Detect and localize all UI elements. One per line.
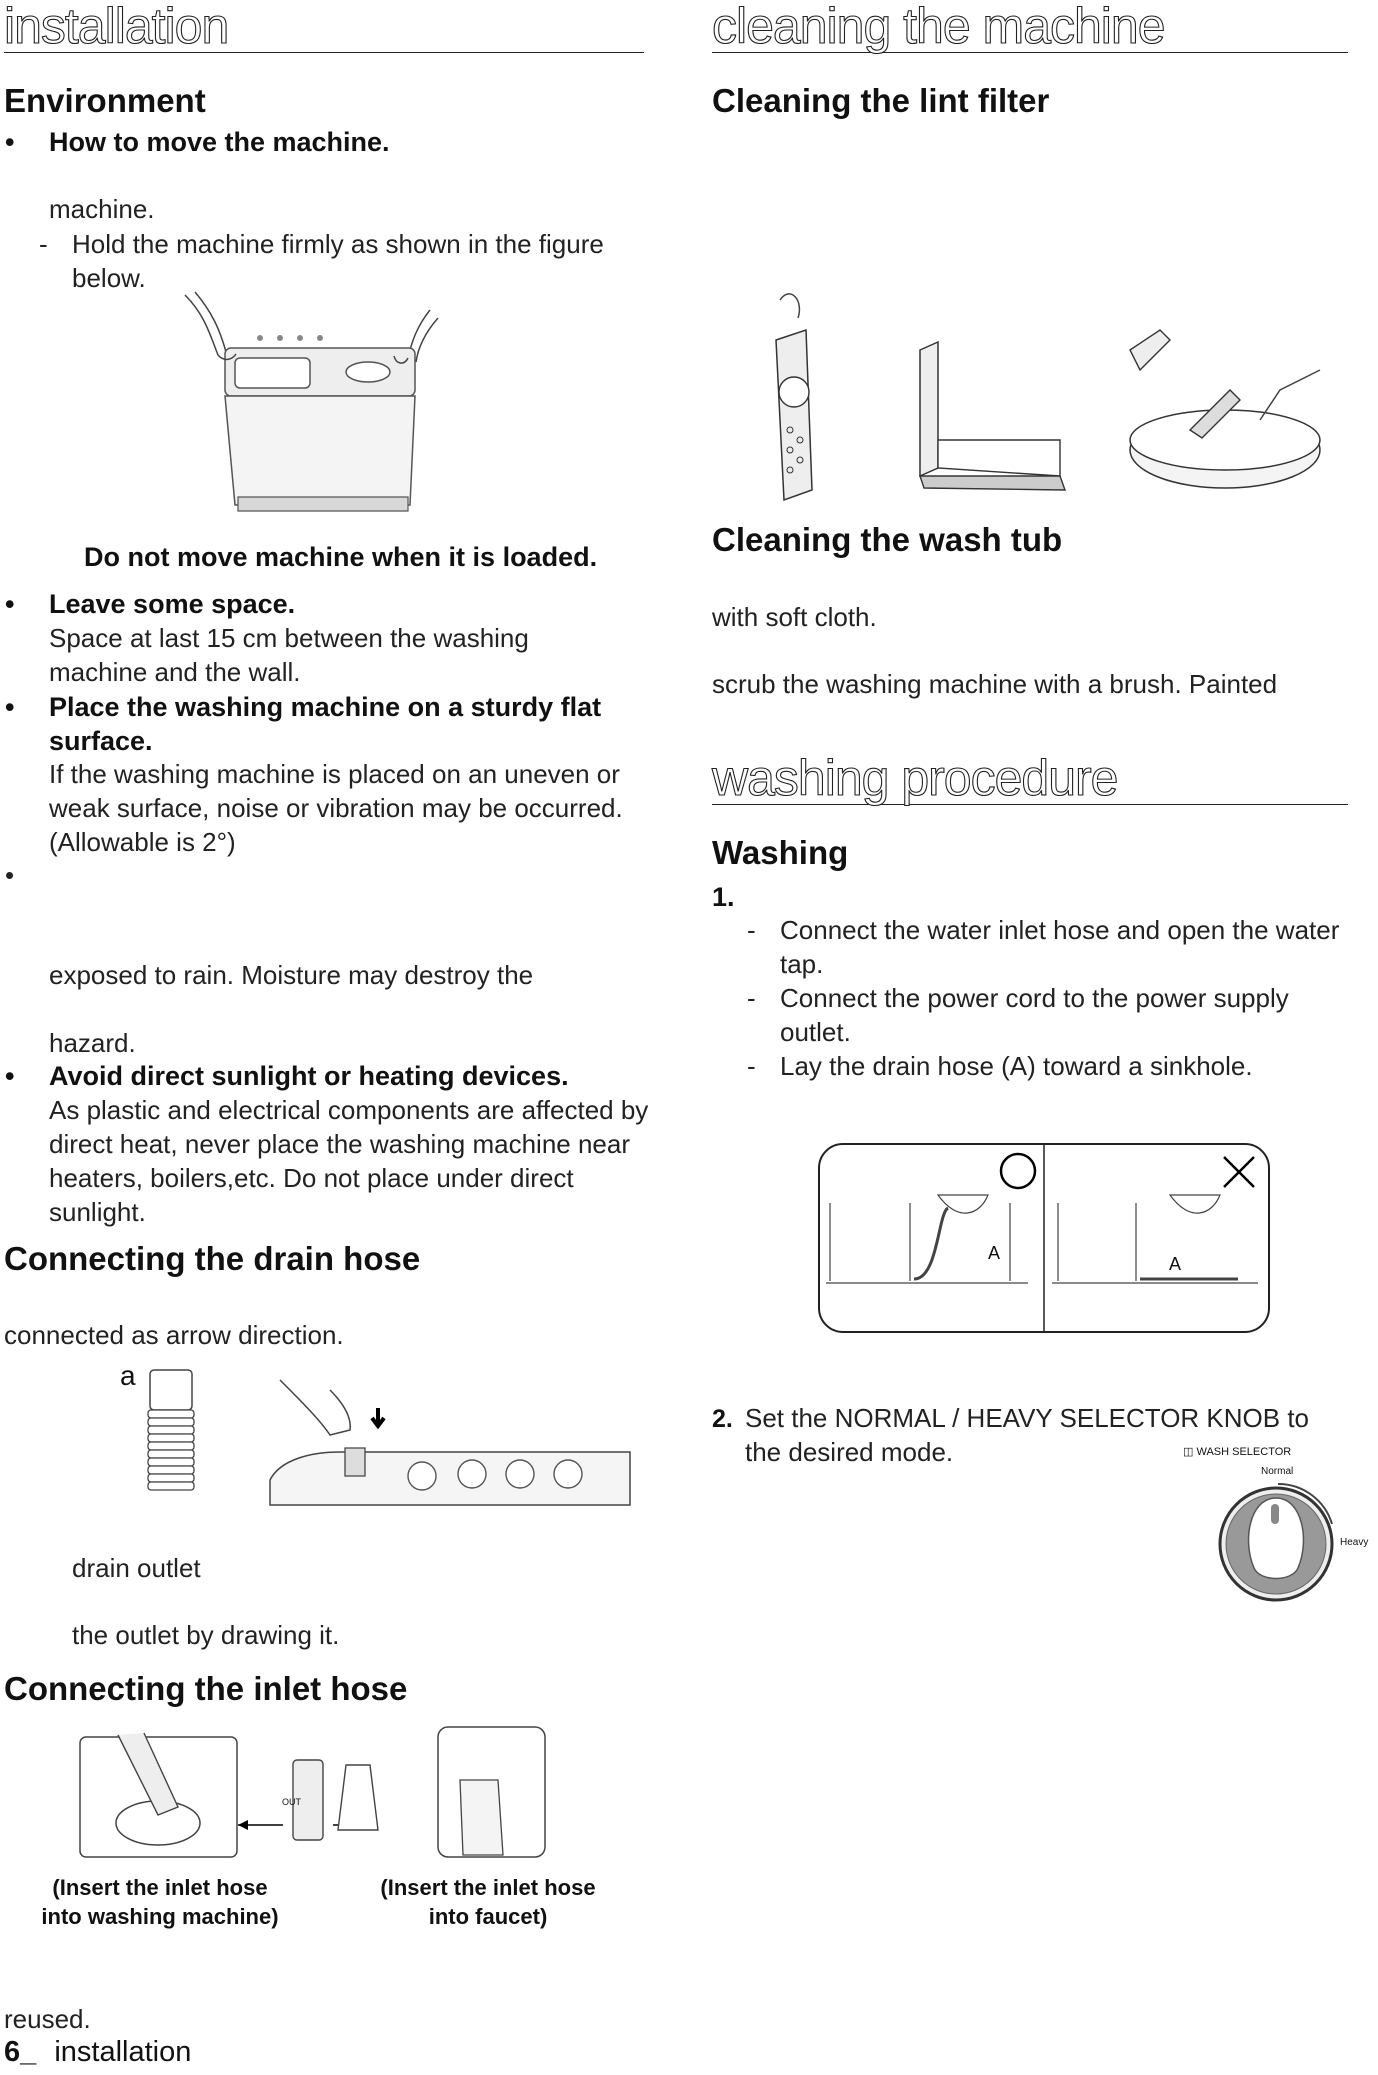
section-title-procedure: washing procedure [712,752,1348,805]
section-title-installation: installation [4,0,644,53]
machine-lift-illustration [180,290,440,525]
drain-placement-diagram [818,1143,1270,1333]
knob-heavy-label: Heavy [1340,1537,1369,1548]
diagram-label-a-right: A [1169,1254,1182,1274]
drain-hose-illustration [140,1360,640,1510]
drain-text-1: connected as arrow direction. [4,1320,344,1350]
move-text-2: - Hold the machine firmly as shown in the figure below. [72,227,652,295]
hazard-text: hazard. [49,1028,136,1058]
step-1-item-2: - Connect the power cord to the power supply outlet. [780,981,1340,1049]
sun-title: • Avoid direct sunlight or heating devices. [49,1061,569,1092]
washer-icon: ◫ [1183,1446,1194,1458]
heading-washing: Washing [712,834,849,871]
heading-lint-filter: Cleaning the lint filter [712,82,1050,119]
knob-title [1183,1445,1291,1458]
heading-wash-tub: Cleaning the wash tub [712,521,1063,558]
flat-text: If the washing machine is placed on an uneven or weak surface, noise or vibration may be occurred. (Allowable is 2°) [49,759,623,857]
inlet-caption-2-line-1: (Insert the inlet hose [380,1875,596,1900]
page-label: installation [54,2036,192,2068]
drain-text-2: drain outlet [72,1553,201,1583]
flat-title: • Place the washing machine on a sturdy flat surface. [49,690,649,758]
wash-selector-knob[interactable] [1218,1480,1338,1604]
heading-inlet-hose: Connecting the inlet hose [4,1670,408,1707]
diagram-label-a-left: A [988,1243,1001,1263]
step-1-item-3: - Lay the drain hose (A) toward a sinkhole. [780,1049,1340,1083]
tub-text-2: scrub the washing machine with a brush. Painted [712,669,1278,699]
heading-environment: Environment [4,82,206,119]
step-1-number: 1. [712,882,735,912]
inlet-caption-1 [30,1873,290,1931]
inlet-caption-1-line-2: into washing machine) [41,1904,279,1929]
inlet-hose-illustration [78,1725,553,1865]
warning-loaded: Do not move machine when it is loaded. [84,542,598,572]
section-title-cleaning: cleaning the machine [712,0,1348,53]
heading-drain-hose: Connecting the drain hose [4,1240,421,1277]
inlet-caption-2 [368,1873,608,1931]
lint-filter-illustration [740,290,1330,510]
rain-text: exposed to rain. Moisture may destroy the [49,960,534,990]
bullet-dot: • [5,860,15,890]
step-2-number: 2. [712,1405,733,1433]
sun-text: As plastic and electrical components are affected by direct heat, never place the washing machine near heaters, boilers,etc. Do not place under direct sunlight. [49,1095,649,1227]
move-title: • How to move the machine. [49,127,390,158]
step-1-item-1: - Connect the water inlet hose and open the water tap. [780,913,1340,981]
space-text: Space at last 15 cm between the washing machine and the wall. [49,623,529,687]
inlet-caption-2-line-2: into faucet) [428,1904,548,1929]
reused-text: reused. [4,2004,91,2034]
out-label: OUT [282,1797,301,1807]
knob-normal-label: Normal [1261,1466,1294,1477]
knob-title-label: WASH SELECTOR [1196,1446,1292,1458]
inlet-caption-1-line-1: (Insert the inlet hose [52,1875,268,1900]
page-number: 6_ [4,2036,37,2068]
drain-label-a: a [120,1360,136,1391]
move-text-1: machine. [49,194,155,224]
space-title: • Leave some space. [49,589,295,620]
drain-text-3: the outlet by drawing it. [72,1620,340,1650]
footer [4,2036,191,2069]
step-2-text: Set the NORMAL / HEAVY SELECTOR KNOB to the desired mode. [745,1403,1310,1467]
tub-text-1: with soft cloth. [712,602,877,632]
